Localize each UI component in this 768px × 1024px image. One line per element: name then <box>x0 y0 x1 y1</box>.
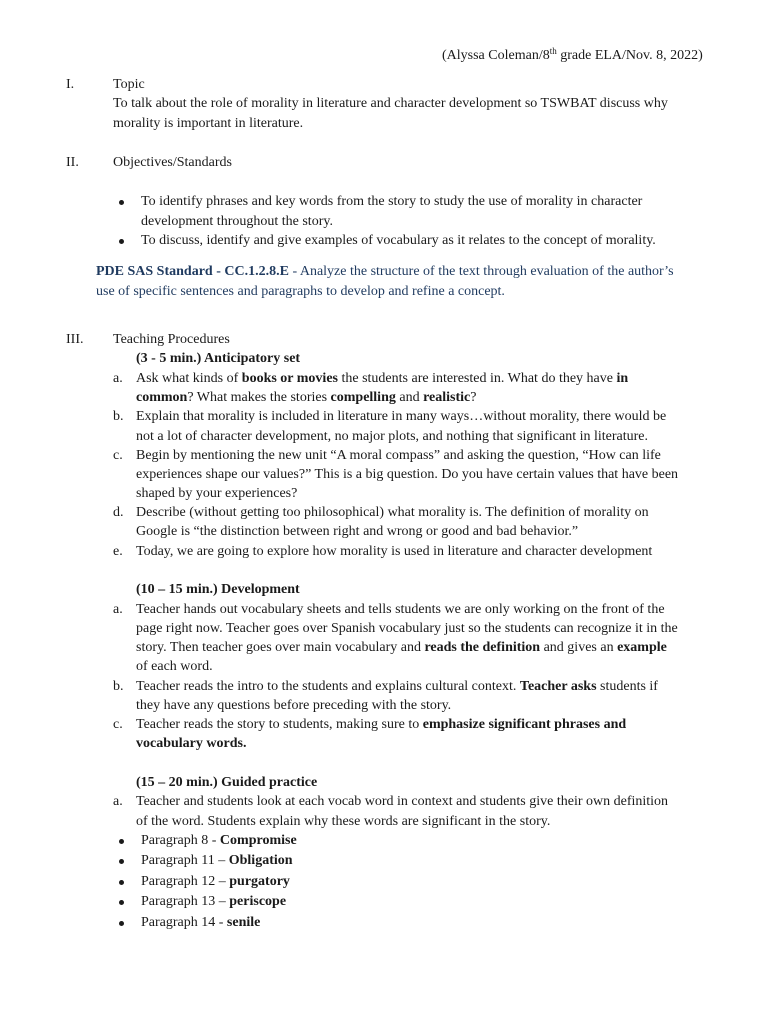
vocab-item <box>141 851 293 871</box>
bullet-icon <box>119 900 124 905</box>
section-numeral: III. <box>66 332 84 347</box>
text-run: Ask what kinds of <box>136 371 242 386</box>
section-numeral: I. <box>66 77 75 92</box>
section-heading-procedures: Teaching Procedures <box>113 332 230 347</box>
vocab-word: senile <box>226 915 261 930</box>
standard-line <box>96 262 674 282</box>
text-run: ? What makes the stories <box>187 390 331 405</box>
procedure-line <box>136 677 658 697</box>
header-author-grade: (Alyssa Coleman/8 <box>442 48 550 63</box>
procedure-line: Teacher hands out vocabulary sheets and tells students we are only working on the front of the <box>136 602 665 617</box>
vocab-paragraph: Paragraph 12 – <box>141 874 230 889</box>
document-header <box>442 46 703 66</box>
subsection-title: (3 - 5 min.) Anticipatory set <box>136 351 301 366</box>
procedure-line: Explain that morality is included in literature in many ways…without morality, there would be <box>136 409 667 424</box>
text-run: Teacher reads the story to students, making sure to <box>136 717 423 732</box>
procedure-line: Teacher and students look at each vocab word in context and students give their own definition <box>136 794 669 809</box>
vocab-word: Obligation <box>228 853 293 868</box>
text-run: story. Then teacher goes over main vocabulary and <box>136 640 425 655</box>
header-superscript: th <box>549 46 557 56</box>
vocab-word: purgatory <box>229 874 290 889</box>
bullet-icon <box>119 200 124 205</box>
bold-run: in <box>616 371 629 386</box>
vocab-paragraph: Paragraph 14 - <box>141 915 227 930</box>
bold-run: example <box>617 640 667 655</box>
vocab-item <box>141 913 260 933</box>
procedure-line: page right now. Teacher goes over Spanish vocabulary just so the students can recognize it in the <box>136 621 678 636</box>
bold-run: Teacher asks <box>519 679 597 694</box>
topic-text-line: To talk about the role of morality in literature and character development so TSWBAT discuss why <box>113 96 668 111</box>
list-letter: e. <box>113 544 123 559</box>
list-letter: a. <box>113 794 123 809</box>
list-letter: c. <box>113 717 123 732</box>
list-letter: b. <box>113 679 124 694</box>
procedure-line <box>136 369 628 389</box>
list-letter: c. <box>113 448 123 463</box>
list-letter: b. <box>113 409 124 424</box>
bold-run: realistic <box>423 390 471 405</box>
bold-run: compelling <box>330 390 396 405</box>
text-run: and <box>395 390 424 405</box>
section-heading-objectives: Objectives/Standards <box>113 155 232 170</box>
bullet-icon <box>119 880 124 885</box>
text-run: the students are interested in. What do they have <box>337 371 617 386</box>
bullet-icon <box>119 859 124 864</box>
bullet-icon <box>119 921 124 926</box>
vocab-paragraph: Paragraph 11 – <box>141 853 229 868</box>
procedure-line <box>136 388 476 408</box>
procedure-line: Today, we are going to explore how morality is used in literature and character development <box>136 544 653 559</box>
bold-run: books or movies <box>241 371 338 386</box>
topic-text-line: morality is important in literature. <box>113 116 304 131</box>
procedure-line <box>136 715 626 735</box>
vocab-paragraph: Paragraph 13 – <box>141 894 230 909</box>
procedure-line: Begin by mentioning the new unit “A moral compass” and asking the question, “How can life <box>136 448 661 463</box>
standard-code: PDE SAS Standard - CC.1.2.8.E <box>96 264 289 279</box>
text-run: students if <box>596 679 658 694</box>
text-run: Teacher reads the intro to the students and explains cultural context. <box>136 679 520 694</box>
objective-line: To discuss, identify and give examples of vocabulary as it relates to the concept of morality. <box>141 233 656 248</box>
bold-run: emphasize significant phrases and <box>422 717 627 732</box>
bold-run: common <box>136 390 188 405</box>
procedure-line: not a lot of character development, no major plots, and nothing that significant in literature. <box>136 429 649 444</box>
list-letter: a. <box>113 602 123 617</box>
section-numeral: II. <box>66 155 79 170</box>
header-date: grade ELA/Nov. 8, 2022) <box>556 48 703 63</box>
vocab-item <box>141 872 290 892</box>
list-letter: a. <box>113 371 123 386</box>
standard-line: use of specific sentences and paragraphs to develop and refine a concept. <box>96 284 505 299</box>
procedure-line: vocabulary words. <box>136 736 247 751</box>
procedure-line: experiences shape our values?” This is a big question. Do you have certain values that have been <box>136 467 679 482</box>
procedure-line <box>136 638 667 658</box>
procedure-line: shaped by your experiences? <box>136 486 298 501</box>
procedure-line: of each word. <box>136 659 213 674</box>
vocab-word: Compromise <box>219 833 297 848</box>
procedure-line: Describe (without getting too philosophical) what morality is. The definition of morality on <box>136 505 649 520</box>
subsection-title: (10 – 15 min.) Development <box>136 582 300 597</box>
procedure-line: Google is “the distinction between right and wrong or good and bad behavior.” <box>136 524 579 539</box>
vocab-item <box>141 831 297 851</box>
procedure-line: of the word. Students explain why these words are significant in the story. <box>136 814 551 829</box>
bullet-icon <box>119 839 124 844</box>
bullet-icon <box>119 239 124 244</box>
text-run: ? <box>470 390 477 405</box>
section-heading-topic: Topic <box>113 77 145 92</box>
text-run: and gives an <box>540 640 618 655</box>
objective-line: development throughout the story. <box>141 214 333 229</box>
procedure-line: they have any questions before preceding with the story. <box>136 698 452 713</box>
list-letter: d. <box>113 505 124 520</box>
vocab-paragraph: Paragraph 8 - <box>141 833 220 848</box>
vocab-item <box>141 892 286 912</box>
vocab-word: periscope <box>229 894 287 909</box>
bold-run: reads the definition <box>424 640 541 655</box>
standard-text: - Analyze the structure of the text through evaluation of the author’s <box>288 264 674 279</box>
objective-line: To identify phrases and key words from the story to study the use of morality in character <box>141 194 643 209</box>
subsection-title: (15 – 20 min.) Guided practice <box>136 775 318 790</box>
